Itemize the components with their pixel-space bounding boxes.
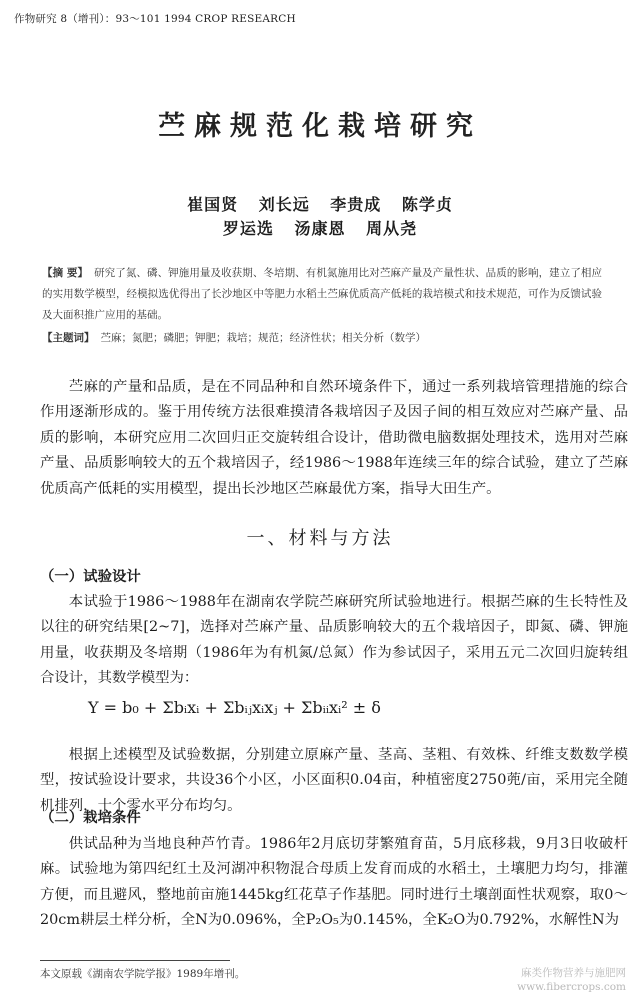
abstract-text: 研究了氮、磷、钾施用量及收获期、冬培期、有机氮施用比对苎麻产量及产量性状、品质的影响，建立了相应的实用数学模型，经模拟选优得出了长沙地区中等肥力水稻土苎麻优质高产低耗的栽培模式和技术规范，可作为反馈试验及大面积推广应用的基础。 bbox=[42, 267, 603, 321]
intro-paragraph: 苎麻的产量和品质，是在不同品种和自然环境条件下，通过一系列栽培管理措施的综合作用逐渐形成的。鉴于用传统方法很难摸清各栽培因子及因子间的相互效应对苎麻产量、品质的影响，本研究应用二次回归正交旋转组合设计，借助微电脑数据处理技术，选用对苎麻产量、品质影响较大的五个栽培因子，经1986～1988年连续三年的综合试验，建立了苎麻优质高产低耗的实用模型，提出长沙地区苎麻最优方案，指导大田生产。 bbox=[40, 379, 628, 497]
watermark bbox=[517, 966, 626, 994]
journal-header: 作物研究 8（增刊）：93～101 1994 CROP RESEARCH bbox=[14, 13, 296, 25]
abstract bbox=[42, 263, 602, 326]
watermark-line: www.fibercrops.com bbox=[517, 981, 626, 993]
subsection-heading: （一）试验设计 bbox=[40, 568, 141, 585]
author: 崔国贤 bbox=[187, 195, 239, 214]
footnote-divider bbox=[40, 960, 230, 961]
author: 刘长远 bbox=[258, 195, 310, 214]
authors-row-1 bbox=[0, 192, 640, 215]
section-heading: 一、材料与方法 bbox=[246, 528, 394, 549]
design-paragraph: 本试验于1986～1988年在湖南农学院苎麻研究所试验地进行。根据苎麻的生长特性及以往的研究结果[2~7]，选择对苎麻产量、品质影响较大的五个栽培因子，即氮、磷、钾施用量，收获期及冬培期（1986年为有机氮/总氮）作为参试因子，采用五元二次回归旋转组合设计，其数学模型为： bbox=[40, 594, 628, 687]
author: 罗运选 bbox=[222, 219, 274, 238]
abstract-tag: 【摘 要】 bbox=[42, 267, 89, 279]
footnote: 本文原载《湖南农学院学报》1989年增刊。 bbox=[40, 968, 246, 980]
keywords-tag: 【主题词】 bbox=[42, 332, 95, 344]
keywords-text: 苎麻；氮肥；磷肥；钾肥；栽培；规范；经济性状；相关分析（数学） bbox=[100, 332, 426, 344]
watermark-line: 麻类作物营养与施肥网 bbox=[521, 967, 626, 979]
subsection-heading: （二）栽培条件 bbox=[40, 809, 141, 826]
paper-title: 苎麻规范化栽培研究 bbox=[158, 111, 482, 142]
regression-formula: Y = b₀ + Σbᵢxᵢ + Σbᵢⱼxᵢxⱼ + Σbᵢᵢxᵢ² ± δ bbox=[88, 698, 381, 717]
model-paragraph: 根据上述模型及试验数据，分别建立原麻产量、茎高、茎粗、有效株、纤维支数数学模型，按试验设计要求，共设36个小区，小区面积0.04亩，种植密度2750蔸/亩，采用完全随机排列，十个零水平分布均匀。 bbox=[40, 747, 628, 814]
conditions-paragraph: 供试品种为当地良种芦竹青。1986年2月底切芽繁殖育苗，5月底移栽，9月3日收破杆麻。试验地为第四纪红土及河湖冲积物混合母质上发育而成的水稻土，土壤肥力均匀，排灌方便，而且避风，整地前亩施1445kg红花草子作基肥。同时进行土壤剖面性状观察，取0～20cm耕层土样分析，全N为0.096%，全P₂O₅为0.145%，全K₂O为0.792%，水解性N为 bbox=[40, 836, 628, 929]
authors-row-2 bbox=[0, 216, 640, 239]
author: 李贵成 bbox=[330, 195, 382, 214]
author: 周从尧 bbox=[366, 219, 418, 238]
keywords bbox=[42, 328, 602, 349]
author: 陈学贞 bbox=[401, 195, 453, 214]
author: 汤康恩 bbox=[294, 219, 346, 238]
